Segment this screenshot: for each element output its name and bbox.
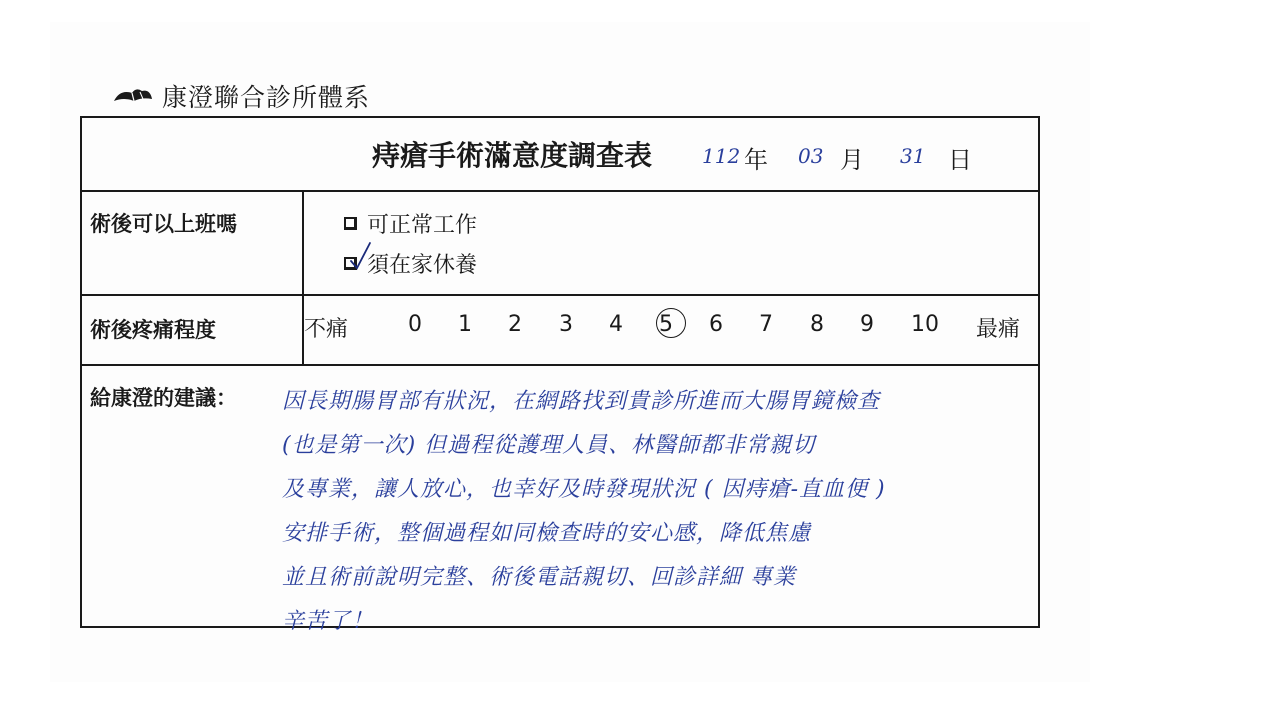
row-divider	[82, 364, 1038, 366]
option-label: 須在家休養	[367, 253, 478, 278]
suggestion-line: (也是第一次) 但過程從護理人員、林醫師都非常親切	[282, 433, 816, 458]
selection-circle	[656, 308, 686, 338]
pain-scale-value[interactable]: 2	[508, 312, 522, 337]
form-title: 痔瘡手術滿意度調查表	[372, 139, 653, 172]
row-divider	[82, 294, 1038, 296]
work-question-label: 術後可以上班嗎	[90, 212, 237, 236]
option-label: 可正常工作	[367, 213, 478, 238]
suggestion-label: 給康澄的建議：	[90, 386, 237, 410]
row-divider	[82, 190, 1038, 192]
clinic-logo-icon	[112, 85, 154, 107]
pain-scale-value[interactable]: 9	[860, 312, 874, 337]
handwritten-suggestion	[282, 380, 1022, 644]
pain-scale-value[interactable]: 1	[458, 312, 472, 337]
pain-scale-value[interactable]: 10	[911, 312, 939, 337]
clinic-name: 康澄聯合診所體系	[162, 83, 371, 112]
pain-scale-value[interactable]: 6	[709, 312, 723, 337]
pain-scale-value-selected[interactable]	[659, 312, 673, 337]
pain-scale-number: 5	[659, 312, 673, 337]
pain-scale-value[interactable]: 4	[609, 312, 623, 337]
pain-max-label: 最痛	[975, 317, 1021, 342]
pain-scale-value[interactable]: 7	[759, 312, 773, 337]
suggestion-line: 並且術前說明完整、術後電話親切、回診詳細 專業	[282, 565, 796, 590]
date-month-label: 月	[840, 146, 864, 174]
clinic-header	[112, 78, 370, 114]
date-month-value: 03	[798, 144, 824, 168]
option-rest-at-home[interactable]	[344, 248, 477, 279]
suggestion-line: 及專業，讓人放心，也幸好及時發現狀況 ( 因痔瘡-直血便 )	[282, 477, 886, 502]
date-year-label: 年	[744, 146, 768, 174]
checkmark-icon	[350, 241, 372, 271]
date-day-label: 日	[948, 146, 972, 174]
option-normal-work[interactable]	[344, 208, 477, 239]
title-row	[82, 118, 1038, 190]
checkbox-rest-at-home[interactable]	[344, 257, 357, 270]
suggestion-line: 辛苦了！	[282, 609, 375, 634]
pain-min-label: 不痛	[303, 317, 349, 342]
suggestion-line: 因長期腸胃部有狀況，在網路找到貴診所進而大腸胃鏡檢查	[282, 389, 881, 414]
pain-scale	[303, 312, 1035, 346]
date-year-value: 112	[702, 144, 741, 168]
survey-form	[80, 116, 1040, 634]
pain-scale-value[interactable]: 0	[408, 312, 422, 337]
pain-level-label: 術後疼痛程度	[90, 318, 216, 342]
suggestion-line: 安排手術，整個過程如同檢查時的安心感，降低焦慮	[282, 521, 812, 546]
pain-scale-value[interactable]: 3	[559, 312, 573, 337]
pain-scale-value[interactable]: 8	[810, 312, 824, 337]
checkbox-normal-work[interactable]	[344, 217, 357, 230]
date-day-value: 31	[900, 144, 926, 168]
